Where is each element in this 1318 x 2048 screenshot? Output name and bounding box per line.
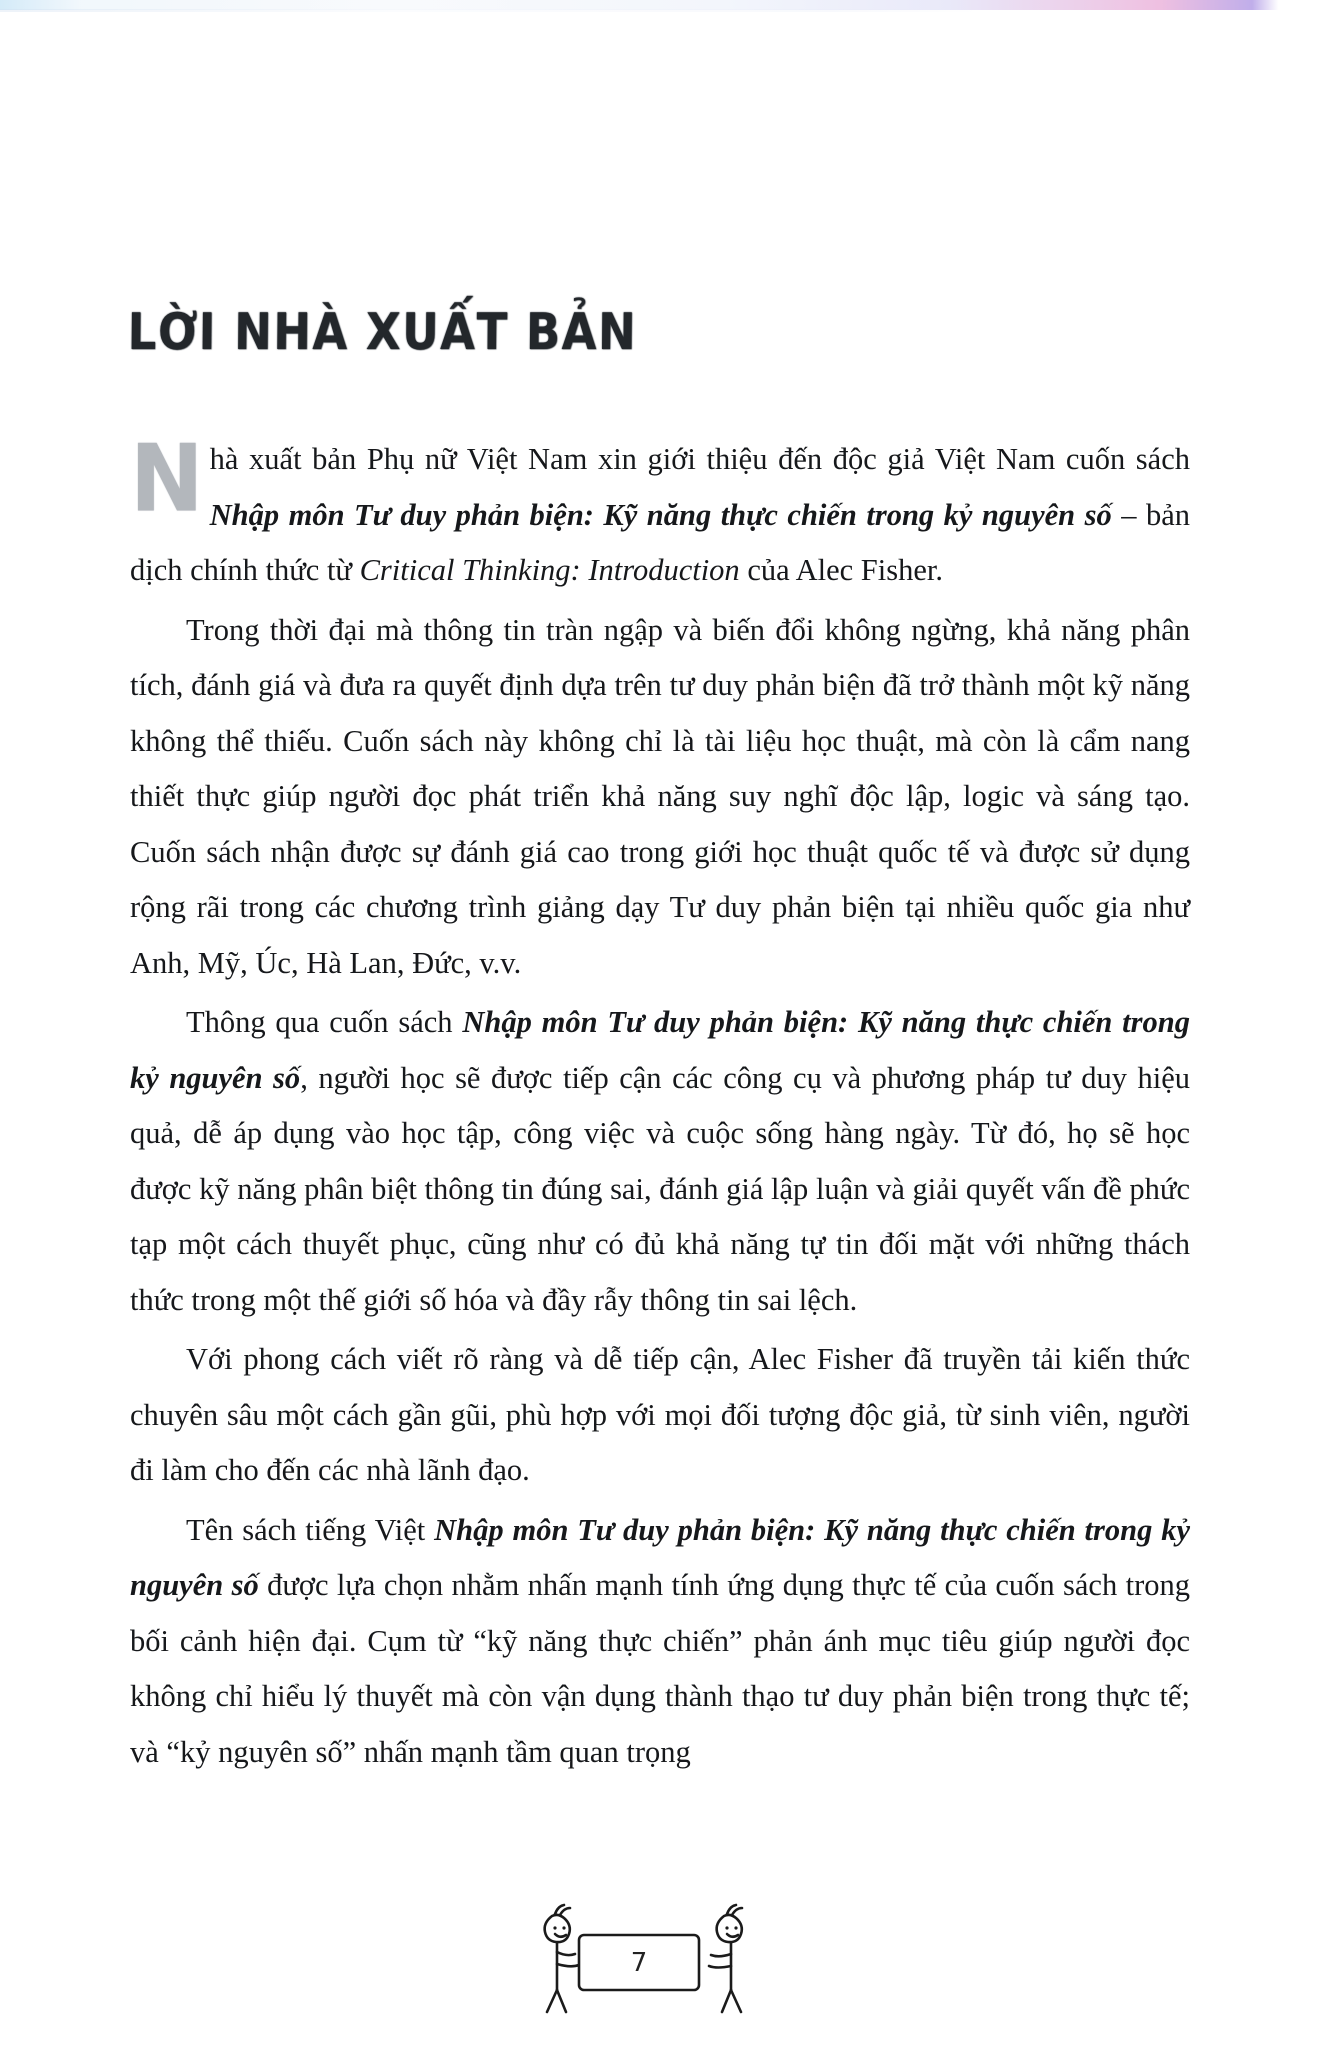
text-run: Tên sách tiếng Việt bbox=[186, 1512, 435, 1547]
page-title: LỜI NHÀ XUẤT BẢN bbox=[127, 302, 638, 362]
book-title-italic: Nhập môn Tư duy phản biện: Kỹ năng thực chiến trong kỷ nguyên số bbox=[130, 1512, 1190, 1602]
page-number: 7 bbox=[630, 1948, 648, 1978]
drop-cap-letter: N bbox=[130, 424, 204, 533]
stick-figure-left-icon bbox=[545, 1905, 579, 2012]
text-run: hà xuất bản Phụ nữ Việt Nam xin giới thiệu đến độc giả Việt Nam cuốn sách bbox=[209, 442, 1190, 476]
page-number-illustration bbox=[519, 1878, 799, 2018]
paragraph-4 bbox=[130, 1332, 1190, 1499]
original-title-italic: Critical Thinking: Introduction bbox=[359, 553, 740, 587]
paragraph-lead bbox=[130, 424, 1190, 599]
body-copy bbox=[130, 424, 1190, 1784]
book-title-italic: Nhập môn Tư duy phản biện: Kỹ năng thực chiến trong kỷ nguyên số bbox=[130, 1005, 1190, 1095]
text-run: , người học sẽ được tiếp cận các công cụ và phương pháp tư duy hiệu quả, dễ áp dụng vào học tập, công việc và cuộc sống hàng ngày. Từ đó, họ sẽ học được kỹ năng phân biệt thông tin đúng sai, đánh giá lập luận và giải quyết vấn đề phức tạp một cách thuyết phục, cũng như có đủ khả năng tự tin đối mặt với những thách thức trong một thế giới số hóa và đầy rẫy thông tin sai lệch. bbox=[130, 1060, 1190, 1317]
stick-figure-right-icon bbox=[709, 1905, 742, 2012]
text-run: được lựa chọn nhằm nhấn mạnh tính ứng dụng thực tế của cuốn sách trong bối cảnh hiện đại. Cụm từ “kỹ năng thực chiến” phản ánh mục tiêu giúp người đọc không chỉ hiểu lý thuyết mà còn vận dụng thành thạo tư duy phản biện trong thực tế; và “kỷ nguyên số” nhấn mạnh tầm quan trọng bbox=[130, 1568, 1190, 1769]
text-run: Với phong cách viết rõ ràng và dễ tiếp cận, Alec Fisher đã truyền tải kiến thức chuyên sâu một cách gần gũi, phù hợp với mọi đối tượng độc giả, từ sinh viên, người đi làm cho đến các nhà lãnh đạo. bbox=[130, 1342, 1190, 1487]
paragraph-3 bbox=[130, 995, 1190, 1328]
text-run: – bản dịch chính thức từ bbox=[130, 497, 1190, 587]
page-number-box bbox=[579, 1935, 699, 1990]
text-run: Trong thời đại mà thông tin tràn ngập và biến đổi không ngừng, khả năng phân tích, đánh giá và đưa ra quyết định dựa trên tư duy phản biện đã trở thành một kỹ năng không thể thiếu. Cuốn sách này không chỉ là tài liệu học thuật, mà còn là cẩm nang thiết thực giúp người đọc phát triển khả năng suy nghĩ độc lập, logic và sáng tạo. Cuốn sách nhận được sự đánh giá cao trong giới học thuật quốc tế và được sử dụng rộng rãi trong các chương trình giảng dạy Tư duy phản biện tại nhiều quốc gia như Anh, Mỹ, Úc, Hà Lan, Đức, v.v. bbox=[130, 612, 1190, 980]
text-run: của Alec Fisher. bbox=[739, 553, 943, 587]
paragraph-2 bbox=[130, 603, 1190, 992]
text-run: Thông qua cuốn sách bbox=[186, 1005, 463, 1039]
book-title-italic: Nhập môn Tư duy phản biện: Kỹ năng thực chiến trong kỷ nguyên số bbox=[209, 497, 1112, 532]
paragraph-5 bbox=[130, 1503, 1190, 1781]
page-footer bbox=[0, 1878, 1318, 2018]
